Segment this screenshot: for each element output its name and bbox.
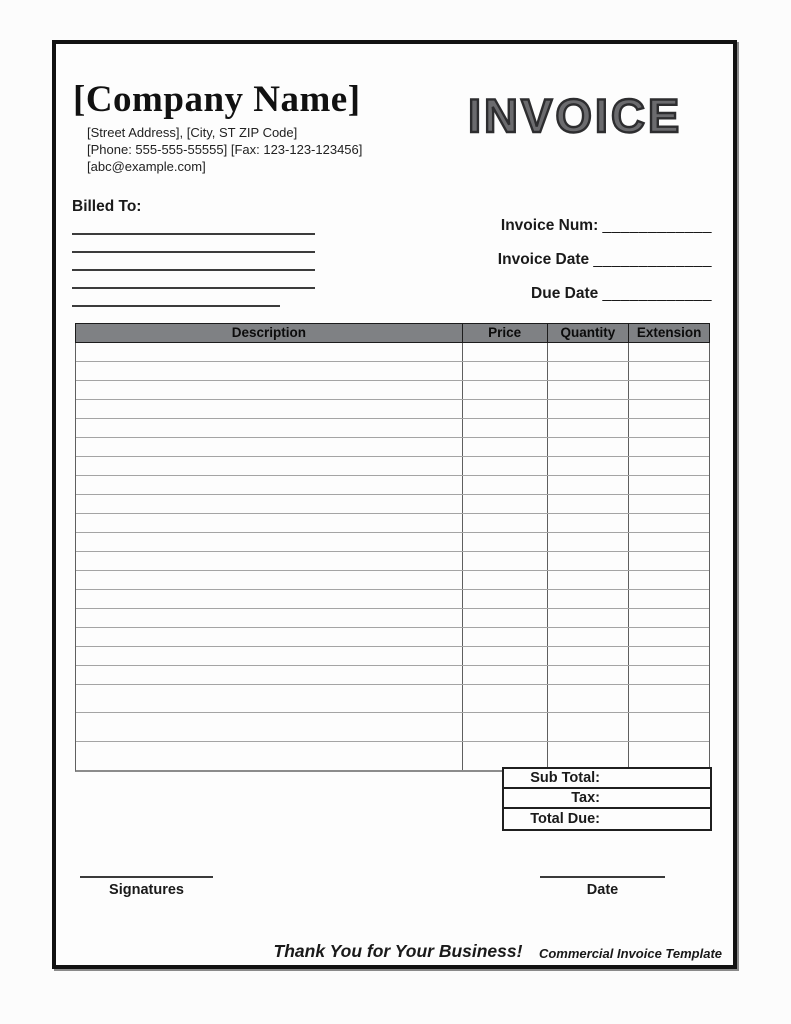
table-cell: [463, 647, 548, 665]
table-cell: [463, 514, 548, 532]
date-label: Date: [586, 882, 619, 898]
table-cell: [76, 628, 463, 646]
column-header-description: Description: [76, 324, 463, 342]
table-cell: [76, 533, 463, 551]
address-line-email: [abc@example.com]: [87, 159, 206, 174]
table-cell: [629, 381, 709, 399]
table-cell: [76, 571, 463, 589]
billed-to-line: [72, 235, 315, 253]
table-body: [75, 343, 710, 772]
table-row: [76, 495, 709, 514]
invoice-number-field: [430, 216, 712, 236]
table-cell: [548, 713, 630, 741]
due-date-field: [430, 284, 712, 304]
table-row: [76, 647, 709, 666]
table-row: [76, 400, 709, 419]
table-row: [76, 666, 709, 685]
table-cell: [629, 400, 709, 418]
table-cell: [629, 685, 709, 712]
table-cell: [76, 457, 463, 475]
table-cell: [629, 343, 709, 361]
table-cell: [629, 666, 709, 684]
table-cell: [548, 438, 630, 456]
table-row: [76, 343, 709, 362]
table-cell: [548, 571, 630, 589]
company-address-block: [87, 124, 362, 175]
table-row: [76, 609, 709, 628]
column-header-quantity: Quantity: [548, 324, 630, 342]
table-row: [76, 514, 709, 533]
table-cell: [629, 476, 709, 494]
table-cell: [548, 381, 630, 399]
table-cell: [76, 742, 463, 770]
table-cell: [463, 533, 548, 551]
invoice-number-label: Invoice Num:: [500, 217, 599, 234]
table-cell: [76, 476, 463, 494]
subtotal-row: [504, 769, 710, 789]
table-cell: [629, 571, 709, 589]
signatures-label: Signatures: [109, 882, 184, 898]
template-name: Commercial Invoice Template: [538, 946, 722, 961]
line-items-table: [75, 323, 710, 772]
table-row: [76, 438, 709, 457]
table-cell: [548, 419, 630, 437]
table-cell: [548, 476, 630, 494]
invoice-date-label: Invoice Date: [497, 251, 590, 268]
table-cell: [548, 533, 630, 551]
table-cell: [463, 571, 548, 589]
table-cell: [76, 609, 463, 627]
table-cell: [76, 666, 463, 684]
table-cell: [629, 514, 709, 532]
table-cell: [629, 419, 709, 437]
invoice-meta-fields: [430, 216, 712, 304]
table-cell: [548, 742, 630, 770]
table-cell: [548, 514, 630, 532]
table-cell: [76, 438, 463, 456]
table-cell: [548, 552, 630, 570]
table-row: [76, 590, 709, 609]
table-cell: [629, 590, 709, 608]
table-row: [76, 571, 709, 590]
table-cell: [548, 609, 630, 627]
table-cell: [548, 628, 630, 646]
table-cell: [76, 343, 463, 361]
table-cell: [76, 514, 463, 532]
address-line-phone-fax: [Phone: 555-555-55555] [Fax: 123-123-123456]: [87, 142, 363, 157]
table-cell: [548, 685, 630, 712]
table-cell: [629, 362, 709, 380]
table-cell: [463, 590, 548, 608]
table-cell: [463, 381, 548, 399]
table-cell: [548, 343, 630, 361]
table-row: [76, 552, 709, 571]
table-cell: [629, 742, 709, 770]
table-cell: [463, 685, 548, 712]
table-cell: [463, 457, 548, 475]
column-header-price: Price: [463, 324, 548, 342]
table-cell: [629, 609, 709, 627]
table-row: [76, 628, 709, 647]
table-cell: [76, 495, 463, 513]
billed-to-line: [72, 253, 315, 271]
billed-to-line: [72, 289, 280, 307]
table-cell: [629, 628, 709, 646]
table-cell: [463, 742, 548, 770]
date-blank-line: [540, 862, 665, 878]
table-cell: [629, 438, 709, 456]
billed-to-lines: [72, 217, 315, 307]
table-cell: [463, 609, 548, 627]
table-cell: [463, 362, 548, 380]
table-row: [76, 381, 709, 400]
table-row: [76, 457, 709, 476]
table-row: [76, 362, 709, 381]
table-cell: [76, 685, 463, 712]
table-cell: [629, 713, 709, 741]
due-date-label: Due Date: [531, 285, 599, 302]
column-header-extension: Extension: [636, 325, 702, 340]
invoice-date-field: [430, 250, 712, 270]
table-cell: [463, 628, 548, 646]
total-due-row: [504, 809, 710, 829]
table-cell: [463, 495, 548, 513]
due-date-blank: ____________: [602, 285, 712, 302]
thank-you-message: Thank You for Your Business!: [273, 941, 523, 961]
table-cell: [548, 495, 630, 513]
table-row: [76, 742, 709, 770]
table-cell: [463, 343, 548, 361]
table-cell: [629, 552, 709, 570]
table-cell: [463, 713, 548, 741]
table-cell: [629, 647, 709, 665]
table-row: [76, 533, 709, 552]
table-cell: [76, 552, 463, 570]
table-cell: [629, 495, 709, 513]
table-cell: [76, 590, 463, 608]
table-header-row: [75, 323, 710, 343]
company-name: [Company Name]: [73, 79, 361, 120]
signature-blank-line: [80, 862, 213, 878]
table-row: [76, 419, 709, 438]
table-row: [76, 685, 709, 713]
billed-to-line: [72, 271, 315, 289]
table-cell: [548, 666, 630, 684]
table-cell: [548, 647, 630, 665]
totals-box: [502, 767, 712, 831]
address-line-street: [Street Address], [City, ST ZIP Code]: [87, 125, 298, 140]
table-cell: [463, 666, 548, 684]
table-cell: [463, 476, 548, 494]
billed-to-line: [72, 217, 315, 235]
tax-row: [504, 789, 710, 809]
table-cell: [76, 381, 463, 399]
table-row: [76, 713, 709, 742]
invoice-number-blank: ____________: [602, 217, 712, 234]
table-cell: [76, 400, 463, 418]
subtotal-label: Sub Total:: [530, 770, 600, 786]
table-cell: [76, 647, 463, 665]
table-cell: [463, 552, 548, 570]
invoice-title: INVOICE: [468, 89, 683, 142]
table-cell: [548, 590, 630, 608]
table-cell: [463, 400, 548, 418]
table-cell: [76, 362, 463, 380]
table-cell: [629, 533, 709, 551]
table-cell: [629, 457, 709, 475]
table-cell: [76, 419, 463, 437]
tax-label: Tax:: [571, 790, 600, 806]
table-cell: [548, 400, 630, 418]
invoice-date-blank: _____________: [593, 251, 712, 268]
billed-to-label: Billed To:: [72, 198, 142, 215]
table-cell: [463, 419, 548, 437]
table-cell: [463, 438, 548, 456]
table-row: [76, 476, 709, 495]
table-cell: [76, 713, 463, 741]
total-due-label: Total Due:: [530, 811, 600, 827]
table-cell: [548, 362, 630, 380]
table-cell: [548, 457, 630, 475]
